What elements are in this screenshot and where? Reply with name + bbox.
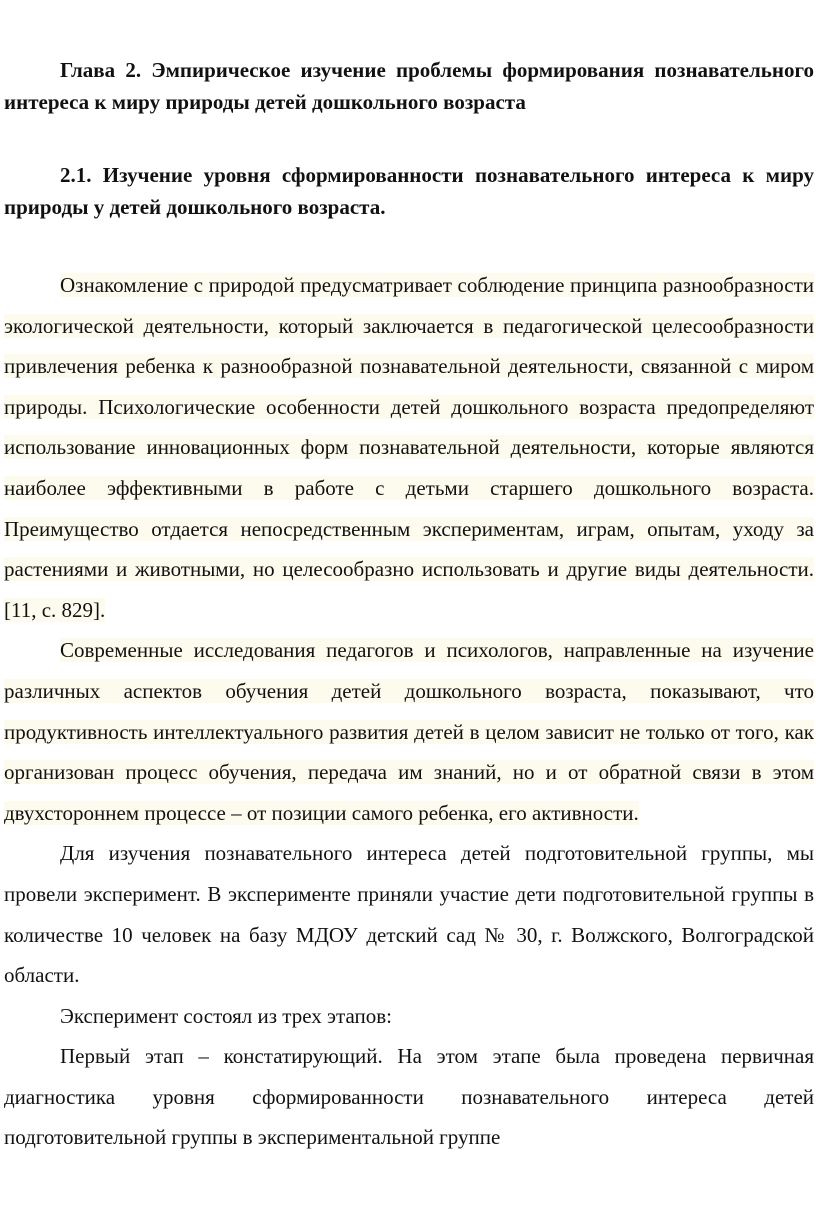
paragraph-text: Для изучения познавательного интереса детей подготовительной группы, мы провели эксперимент. В эксперименте приняли участие дети подготовительной группы в количестве 10 человек на базу МДОУ детский сад № 30, г. Волжского, Волгоградской области. — [4, 841, 814, 988]
section-title: 2.1. Изучение уровня сформированности познавательного интереса к миру природы у детей дошкольного возраста. — [4, 163, 814, 219]
paragraph — [4, 996, 814, 1037]
paragraph-text: Первый этап – констатирующий. На этом этапе была проведена первичная диагностика уровня сформированности познавательного интереса детей подготовительной группы в экспериментальной группе — [4, 1044, 814, 1150]
paragraph — [4, 630, 814, 833]
paragraph — [4, 1036, 814, 1158]
spacer — [4, 223, 814, 265]
paragraph — [4, 265, 814, 630]
spacer — [4, 118, 814, 159]
paragraph-text: Эксперимент состоял из трех этапов: — [60, 1003, 392, 1028]
paragraph-text: Ознакомление с природой предусматривает соблюдение принципа разнообразности экологической деятельности, который заключается в педагогической целесообразности привлечения ребенка к разнообразной познавательной деятельности, связанной с миром природы. Психологические особенности детей дошкольного возраста предопределяют использование инновационных форм познавательной деятельности, которые являются наиболее эффективными в работе с детьми старшего дошкольного возраста. Преимущество отдается непосредственным экспериментам, играм, опытам, уходу за растениями и животными, но целесообразно использовать и другие виды деятельности.[11, с. 829]. — [4, 273, 814, 622]
document-body — [4, 54, 814, 1158]
chapter-title: Глава 2. Эмпирическое изучение проблемы формирования познавательного интереса к миру природы детей дошкольного возраста — [4, 58, 814, 114]
paragraph — [4, 833, 814, 995]
paragraph-text: Современные исследования педагогов и психологов, направленные на изучение различных аспектов обучения детей дошкольного возраста, показывают, что продуктивность интеллектуального развития детей в целом зависит не только от того, как организован процесс обучения, передача им знаний, но и от обратной связи в этом двухстороннем процессе – от позиции самого ребенка, его активности. — [4, 638, 814, 825]
